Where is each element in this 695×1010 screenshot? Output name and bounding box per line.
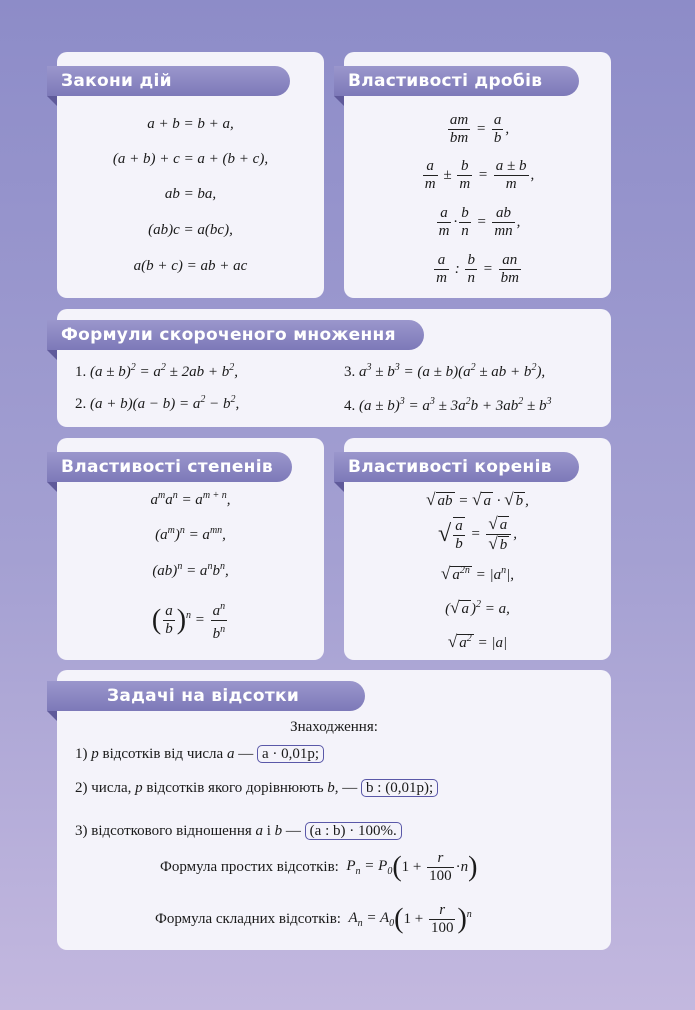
roots-formula-2: √ $\frac{a}{b}$ = $\frac{√ a}{√ b}$ , (438, 514, 517, 553)
powers-formula-3: $(ab)^n = a^nb^n$, (152, 561, 229, 579)
laws-title: Закони дій (47, 66, 290, 96)
fraction-formula-4: $\frac{a}{m}$ : $\frac{b}{n}$ = $\frac{an}{bm}$ (436, 252, 519, 286)
mult-formula-3: 3. $a^3 \pm b^3 = (a \pm b)(a^2$ ± ab + $b^2$), (344, 362, 546, 380)
roots-formula-4: (√ a )$^2$ = a, (445, 598, 510, 617)
percent-line-3: 3) відсоткового відношення a і b — (a : b) · 100%. (75, 823, 402, 840)
powers-formula-1: $a^ma^n = a^{m + n}$, (150, 490, 231, 508)
fraction-formula-2: $\frac{a}{m}$ ± $\frac{b}{m}$ = $\frac{a \pm b}{m}$ , (424, 158, 535, 192)
percent-intro: Знаходження: (290, 719, 378, 735)
simple-interest-formula: Формула простих відсотків: $P_n = P_0(1$ + $\frac{r}{100}$ ·n) (160, 850, 478, 884)
laws-formula-1: a + b = b + a, (147, 116, 234, 132)
percent-line-2: 2) числа, p відсотків якого дорівнюють b, — b : (0,01p); (75, 780, 438, 797)
laws-formula-3: ab = ba, (164, 186, 217, 202)
fractions-title: Властивості дробів (334, 66, 579, 96)
percent-answer-2: b : (0,01p); (361, 779, 438, 797)
powers-formula-2: $(a^m)^n = a^{mn}$, (155, 525, 226, 543)
roots-formula-3: √ $a^{2n} = |a^n|$, (441, 564, 514, 583)
roots-formula-5: √ $a^2 = |a|$ (447, 632, 508, 651)
roots-formula-1: √ ab = √ a · √ b , (426, 490, 529, 509)
laws-formula-2: (a + b) + c = a + (b + c), (112, 151, 269, 167)
mult-formula-1: 1. $(a \pm b)^2 = a^2 \pm 2ab + b^2$, (75, 362, 238, 380)
powers-formula-4: ( $\frac{a}{b}$ )$^n$ = $\frac{a^n}{b^n}$ (57, 598, 324, 643)
fraction-formula-1: $\frac{am}{bm}$ = $\frac{a}{b}$ , (449, 112, 510, 146)
powers-title: Властивості степенів (47, 452, 292, 482)
percent-answer-1: a · 0,01p; (257, 745, 324, 763)
percent-answer-3: (a : b) · 100%. (305, 822, 402, 840)
compound-interest-formula: Формула складних відсотків: $A_n = A_0(1$ + $\frac{r}{100}$ )$^n$ (155, 902, 472, 936)
mult-title: Формули скороченого множення (47, 320, 424, 350)
fraction-formula-3: $\frac{a}{m}$ · $\frac{b}{n}$ = $\frac{ab}{mn}$ , (438, 205, 521, 239)
mult-formula-4: 4. $(a \pm b)^3 = a^3 \pm 3a^2b + 3ab^2 \pm b^3$ (344, 396, 552, 414)
laws-formula-5: a(b + c) = ab + ac (133, 258, 248, 274)
percent-line-1: 1) p відсотків від числа a — a · 0,01p; (75, 746, 324, 763)
roots-title: Властивості коренів (334, 452, 579, 482)
mult-formula-2: 2. $(a + b)(a - b) = a^2 - b^2$, (75, 394, 240, 412)
laws-formula-4: (ab)c = a(bc), (148, 222, 233, 238)
percent-title: Задачі на відсотки (47, 681, 365, 711)
